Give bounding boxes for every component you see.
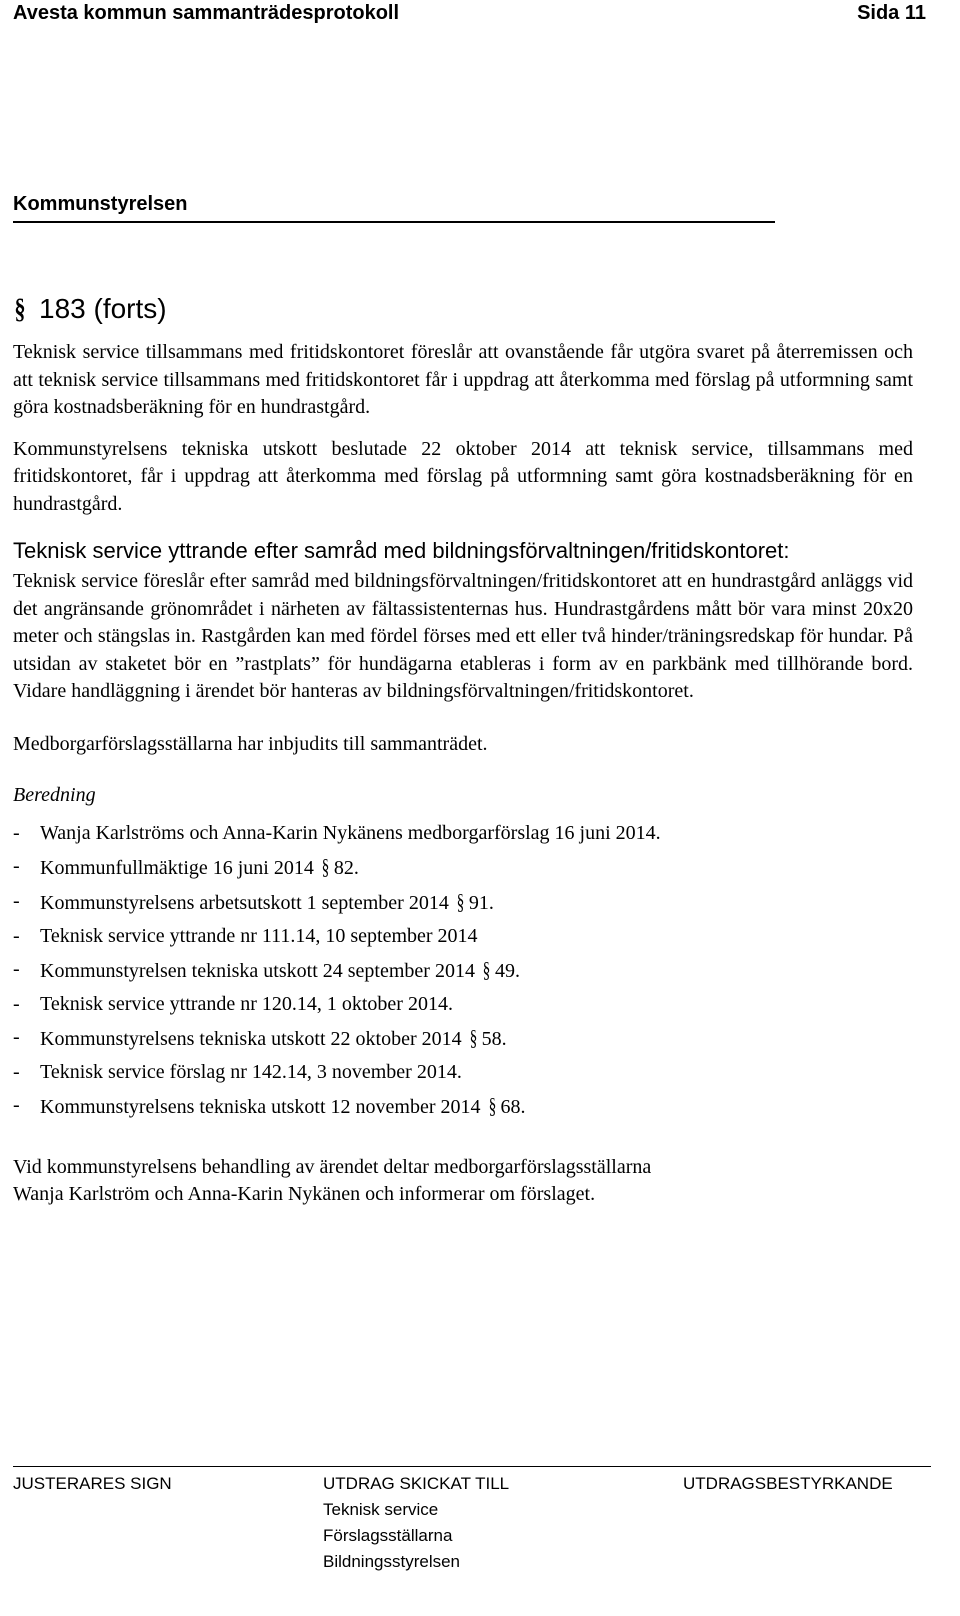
paragraph-sign: § <box>456 888 465 914</box>
section-sign: § <box>14 294 26 325</box>
list-item-text: Kommunstyrelsen tekniska utskott 24 september 2014 <box>40 959 475 982</box>
page-number: Sida 11 <box>857 2 926 24</box>
paragraph-proposal: Teknisk service tillsammans med fritidskontoret föreslår att ovanstående får utgöra svaret på återremissen och att teknisk service tillsammans med fritidskontoret får i uppdrag att återkomma med förslag på utformning samt göra kostnadsberäkning för en hundrastgård. <box>13 341 913 418</box>
list-item-text: Kommunstyrelsens arbetsutskott 1 september 2014 <box>40 891 449 914</box>
list-dash: - <box>13 924 20 947</box>
list-item <box>13 920 913 953</box>
paragraph-sign: § <box>469 1024 477 1050</box>
list-item <box>13 885 913 920</box>
footer-utdrag <box>323 1471 509 1575</box>
list-dash: - <box>13 992 20 1015</box>
footer-divider <box>13 1466 931 1467</box>
closing-line: Vid kommunstyrelsens behandling av ärendet deltar medborgarförslagsställarna <box>13 1155 652 1178</box>
list-dash: - <box>13 889 20 912</box>
list-dash: - <box>13 821 20 844</box>
footer-label: JUSTERARES SIGN <box>13 1474 172 1493</box>
beredning-list <box>13 817 913 1124</box>
organization-divider <box>13 221 775 223</box>
closing-paragraph <box>13 1154 913 1209</box>
footer-recipient: Bildningsstyrelsen <box>323 1552 461 1571</box>
list-dash: - <box>13 957 20 980</box>
list-item <box>13 988 913 1021</box>
section-number: 183 (forts) <box>39 293 167 324</box>
list-dash: - <box>13 854 20 877</box>
paragraph-statement: Teknisk service föreslår efter samråd med bildningsförvaltningen/fritidskontoret att en hundrastgård anläggs vid det angränsande grönområdet i närheten av fältassistenternas hus. Hundrastgårdens mått bör vara minst 20x20 meter och stängslas in. Rastgården kan med fördel förses med ett eller två hinder/träningsredskap för hundar. På utsidan av staketet bör en ”rastplats” för hundägarna etableras i form av en parkbänk med tillhörande bord. Vidare handläggning i ärendet bör hanteras av bildningsförvaltningen/fritidskontoret. <box>13 570 913 702</box>
list-dash: - <box>13 1093 20 1116</box>
list-item <box>13 1021 913 1056</box>
list-item <box>13 953 913 988</box>
list-item-text: Teknisk service yttrande nr 120.14, 1 oktober 2014. <box>40 992 453 1015</box>
paragraph-invitation: Medborgarförslagsställarna har inbjudits till sammanträdet. <box>13 732 488 755</box>
footer-justerares <box>13 1471 172 1497</box>
organization-name: Kommunstyrelsen <box>13 193 188 215</box>
list-dash: - <box>13 1025 20 1048</box>
statement-heading: Teknisk service yttrande efter samråd med bildningsförvaltningen/fritidskontoret: <box>13 538 790 563</box>
list-item-text: Kommunfullmäktige 16 juni 2014 <box>40 856 314 879</box>
paragraph-sign: § <box>321 853 330 879</box>
section-heading <box>13 293 167 326</box>
list-item <box>13 1056 913 1089</box>
list-item-text: Teknisk service yttrande nr 111.14, 10 september 2014 <box>40 924 478 947</box>
footer-label: UTDRAGSBESTYRKANDE <box>683 1474 893 1493</box>
list-item-text: Kommunstyrelsens tekniska utskott 22 oktober 2014 <box>40 1027 462 1050</box>
list-dash: - <box>13 1060 20 1083</box>
paragraph-sign: § <box>488 1092 496 1118</box>
list-item-number: 82. <box>333 856 359 879</box>
footer-recipient: Förslagsställarna <box>323 1526 453 1545</box>
list-item-number: 58. <box>481 1027 507 1050</box>
paragraph-sign: § <box>482 956 491 982</box>
list-item <box>13 850 913 885</box>
list-item-number: 68. <box>500 1095 526 1118</box>
document-body <box>13 339 913 1209</box>
footer-bestyrkande <box>683 1471 893 1497</box>
list-item-text: Wanja Karlströms och Anna-Karin Nykänens medborgarförslag 16 juni 2014. <box>40 821 661 844</box>
document-title: Avesta kommun sammanträdesprotokoll <box>13 2 400 24</box>
list-item-text: Kommunstyrelsens tekniska utskott 12 november 2014 <box>40 1095 481 1118</box>
footer-recipient: Teknisk service <box>323 1500 439 1519</box>
list-item <box>13 817 913 850</box>
beredning-heading: Beredning <box>13 784 96 806</box>
list-item-text: Teknisk service förslag nr 142.14, 3 november 2014. <box>40 1060 462 1083</box>
list-item-number: 91. <box>468 891 494 914</box>
closing-line: Wanja Karlström och Anna-Karin Nykänen och informerar om förslaget. <box>13 1183 596 1205</box>
list-item-number: 49. <box>494 959 520 982</box>
footer-label: UTDRAG SKICKAT TILL <box>323 1474 510 1493</box>
list-item <box>13 1089 913 1124</box>
paragraph-committee-decision: Kommunstyrelsens tekniska utskott beslutade 22 oktober 2014 att teknisk service, tillsammans med fritidskontoret, får i uppdrag att återkomma med förslag på utformning samt göra kostnadsberäkning för en hundrastgård. <box>13 437 913 515</box>
